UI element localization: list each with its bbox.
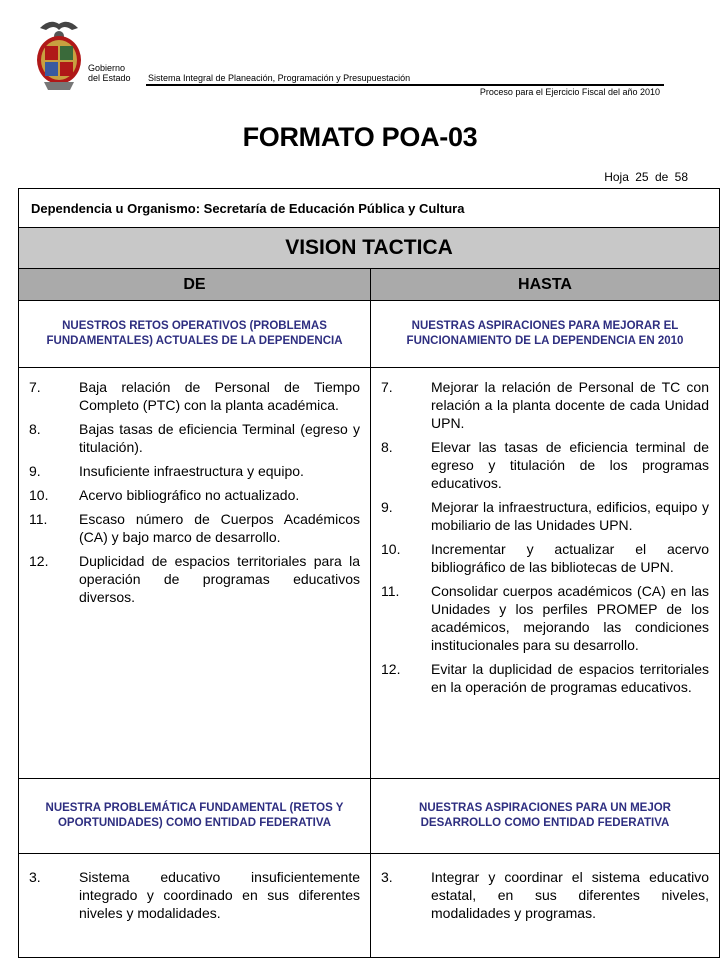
item-text: Evitar la duplicidad de espacios territoriales en la operación de programas educativos. [431,661,709,695]
hoja-num: 25 [635,170,649,184]
list-item [379,378,709,432]
item-text: Duplicidad de espacios territoriales para la operación de programas educativos diversos. [79,553,360,605]
hoja-total: 58 [674,170,688,184]
list-item [379,868,709,922]
item-number: 9. [29,463,41,479]
item-text: Baja relación de Personal de Tiempo Completo (PTC) con la planta académica. [79,379,360,413]
item-number: 7. [29,379,41,395]
item-number: 11. [29,511,48,527]
system-name: Sistema Integral de Planeación, Programación y Presupuestación [148,73,411,83]
header-rule [146,84,664,86]
process-label: Proceso para el Ejercicio Fiscal del año 2010 [479,87,660,97]
item-text: Elevar las tasas de eficiencia terminal de egreso y titulación de los programas educativos. [431,439,709,491]
item-text: Mejorar la relación de Personal de TC con relación a la planta docente de cada Unidad UPN. [431,379,709,431]
item-number: 8. [29,421,41,437]
list-item [27,486,360,504]
vision-tactica-heading: VISION TACTICA [19,228,720,269]
list-item [27,462,360,480]
dependencia-cell: Dependencia u Organismo: Secretaría de Educación Pública y Cultura [19,189,720,228]
item-text: Consolidar cuerpos académicos (CA) en las Unidades y los perfiles PROMEP de los académicos, mejorando las condiciones institucionales para su desarrollo. [431,583,709,653]
list-item [379,438,709,492]
list-item [379,660,709,696]
retos-operativos-heading: NUESTROS RETOS OPERATIVOS (PROBLEMAS FUNDAMENTALES) ACTUALES DE LA DEPENDENCIA [19,301,371,368]
retos-list [27,378,360,606]
problematica-list-cell [19,854,371,958]
item-text: Incrementar y actualizar el acervo bibliográfico de las bibliotecas de UPN. [431,541,709,575]
retos-list-cell [19,368,371,779]
aspiraciones-entidad-list-cell [371,854,720,958]
sheet-number [604,170,688,184]
item-number: 8. [381,439,393,455]
item-number: 7. [381,379,393,395]
item-text: Sistema educativo insuficientemente integrado y coordinado en sus diferentes niveles y modalidades. [79,869,360,921]
aspiraciones-entidad-list [379,868,709,922]
item-number: 3. [29,869,41,885]
col-hasta-header: HASTA [371,269,720,301]
item-text: Bajas tasas de eficiencia Terminal (egreso y titulación). [79,421,360,455]
list-item [379,582,709,654]
item-text: Acervo bibliográfico no actualizado. [79,487,300,503]
hoja-de: de [654,170,669,184]
list-item [27,552,360,606]
list-item [27,378,360,414]
problematica-list [27,868,360,922]
page-title: FORMATO POA-03 [242,122,478,152]
list-item [379,498,709,534]
government-label [88,63,131,83]
aspiraciones-entidad-heading: NUESTRAS ASPIRACIONES PARA UN MEJOR DESARROLLO COMO ENTIDAD FEDERATIVA [371,779,720,854]
item-number: 11. [381,583,400,599]
aspiraciones-list-cell [371,368,720,779]
hoja-label: Hoja [604,170,629,184]
list-item [27,868,360,922]
list-item [27,420,360,456]
item-number: 12. [381,661,401,677]
aspiraciones-dependencia-heading: NUESTRAS ASPIRACIONES PARA MEJORAR EL FUNCIONAMIENTO DE LA DEPENDENCIA EN 2010 [371,301,720,368]
list-item [379,540,709,576]
item-text: Escaso número de Cuerpos Académicos (CA) y bajo marco de desarrollo. [79,511,360,545]
item-text: Mejorar la infraestructura, edificios, equipo y mobiliario de las Unidades UPN. [431,499,709,533]
aspiraciones-list [379,378,709,696]
item-number: 3. [381,869,393,885]
item-number: 10. [381,541,401,557]
del-estado-text: del Estado [88,73,131,83]
col-de-header: DE [19,269,371,301]
gobierno-text: Gobierno [88,63,126,73]
poa-table [18,188,720,958]
item-number: 9. [381,499,393,515]
list-item [27,510,360,546]
item-text: Integrar y coordinar el sistema educativo estatal, en sus diferentes niveles, modalidades y programas. [431,869,709,921]
state-seal-logo [34,16,84,94]
item-number: 10. [29,487,49,503]
problematica-entidad-heading: NUESTRA PROBLEMÁTICA FUNDAMENTAL (RETOS Y OPORTUNIDADES) COMO ENTIDAD FEDERATIVA [19,779,371,854]
item-text: Insuficiente infraestructura y equipo. [79,463,304,479]
item-number: 12. [29,553,49,569]
